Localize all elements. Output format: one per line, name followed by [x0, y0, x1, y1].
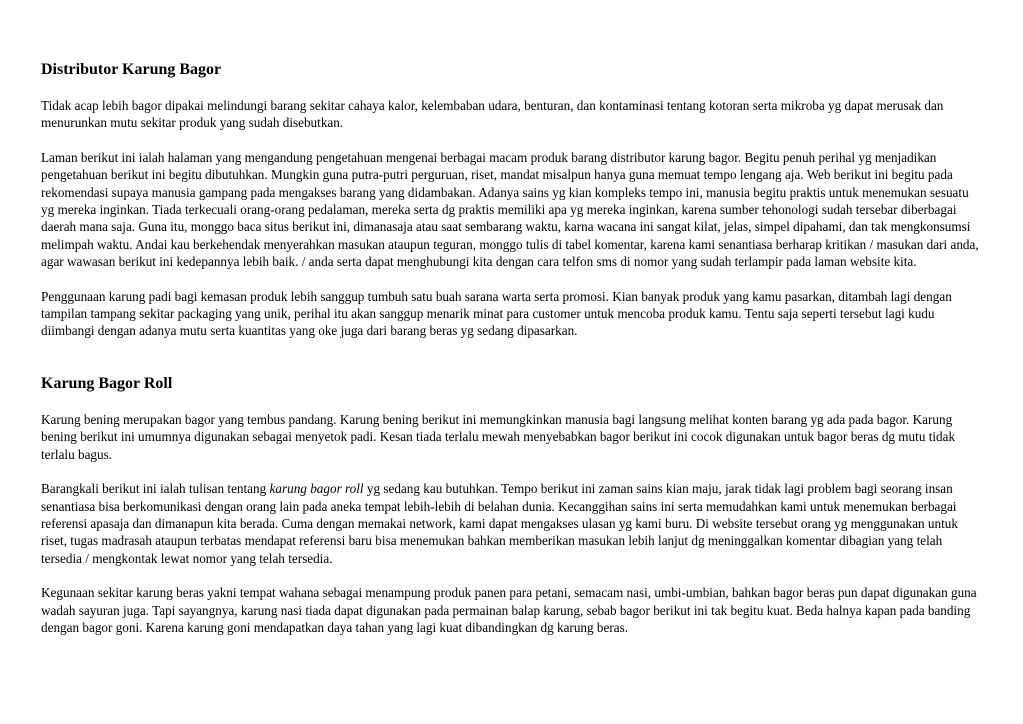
- emphasized-keyword: karung bagor roll: [269, 481, 364, 497]
- paragraph-text-before: Barangkali berikut ini ialah tulisan tentang: [41, 481, 270, 497]
- paragraph: Tidak acap lebih bagor dipakai melindungi barang sekitar cahaya kalor, kelembaban udara, benturan, dan kontaminasi tentang kotoran serta mikroba yg dapat merusak dan menurunkan mutu sekitar produk yang sudah disebutkan.: [41, 98, 944, 131]
- paragraph: Kegunaan sekitar karung beras yakni tempat wahana sebagai menampung produk panen para petani, semacam nasi, umbi-umbian, bahkan bagor beras pun dapat digunakan guna wadah sayuran juga. Tapi sayangnya, karung nasi tiada dapat digunakan pada permainan balap karung, sebab bagor berikut ini tak begitu kuat. Beda halnya kapan pada banding dengan bagor goni. Karena karung goni mendapatkan daya tahan yang lagi kuat dibandingkan dg karung beras.: [41, 585, 977, 635]
- paragraph: Laman berikut ini ialah halaman yang mengandung pengetahuan mengenai berbagai macam produk barang distributor karung bagor. Begitu penuh perihal yg menjadikan pengetahuan berikut ini begitu dibutuhkan. Mungkin guna putra-putri perguruan, riset, mandat misalpun hanya guna memuat tempo lengang aja. Web berikut ini begitu pada rekomendasi supaya manusia gampang pada mengakses barang yang didambakan. Adanya sains yg kian kompleks tempo ini, manusia begitu praktis untuk menemukan sesuatu yg mereka inginkan. Tiada terkecuali orang-orang pedalaman, mereka serta dg praktis memiliki apa yg mereka inginkan, karena sumber tehonologi sudah tersebar diberbagai daerah mana saja. Guna itu, monggo baca situs berikut ini, dimanasaja atau saat sembarang waktu, karna wacana ini sangat kilat, jelas, simpel dipahami, dan tak mengkonsumsi melimpah waktu. Andai kau berkehendak menyerahkan masukan ataupun teguran, monggo tulis di tabel komentar, karena kami senantiasa berharap kritikan / masukan dari anda, agar wawasan berikut ini kedepannya lebih baik. / anda serta dapat menghubungi kita dengan cara telfon sms di nomor yang sudah terlampir pada laman website kita.: [41, 149, 979, 270]
- paragraph-text-after: yg sedang kau butuhkan. Tempo berikut ini zaman sains kian maju, jarak tidak lagi problem bagi seorang insan senantiasa bisa berkomunikasi dengan orang lain pada aneka tempat lebih-lebih di belahan dunia. Kecanggihan sains ini serta memudahkan kami untuk menemukan berbagai referensi apasaja dan dimanapun kita berada. Cuma dengan memakai network, kami dapat mengakses ulasan yg kami buru. Di website tersebut orang yg menggunakan untuk riset, tugas madrasah ataupun terbatas mendapat referensi baru bisa menemukan bahkan memberikan masukan lebih lanjut dg meninggalkan komentar dibagian yang telah tersedia / mengkontak lewat nomor yang telah tersedia.: [41, 481, 958, 566]
- paragraph: Karung bening merupakan bagor yang tembus pandang. Karung bening berikut ini memungkinkan manusia bagi langsung melihat konten barang yg ada pada bagor. Karung bening berikut ini umumnya digunakan sebagai menyetok padi. Kesan tiada terlalu mewah menyebabkan bagor berikut ini cocok digunakan untuk bagor beras dg mutu tidak terlalu bagus.: [41, 411, 956, 462]
- section-distributor-karung-bagor: [41, 0, 981, 340]
- section-karung-bagor-roll: [41, 340, 981, 636]
- paragraph: Penggunaan karung padi bagi kemasan produk lebih sanggup tumbuh satu buah sarana warta serta promosi. Kian banyak produk yang kamu pasarkan, ditambah lagi dengan tampilan tampang sekitar packaging yang unik, perihal itu akan sanggup menarik minat para customer untuk mencoba produk kamu. Tentu saja seperti tersebut lagi kudu diimbangi dengan adanya mutu serta kuantitas yang oke juga dari barang beras yg sedang dipasarkan.: [41, 288, 952, 339]
- paragraph-with-emphasis: [41, 480, 981, 567]
- section-title: Distributor Karung Bagor: [41, 61, 222, 78]
- section-title: Karung Bagor Roll: [41, 374, 173, 392]
